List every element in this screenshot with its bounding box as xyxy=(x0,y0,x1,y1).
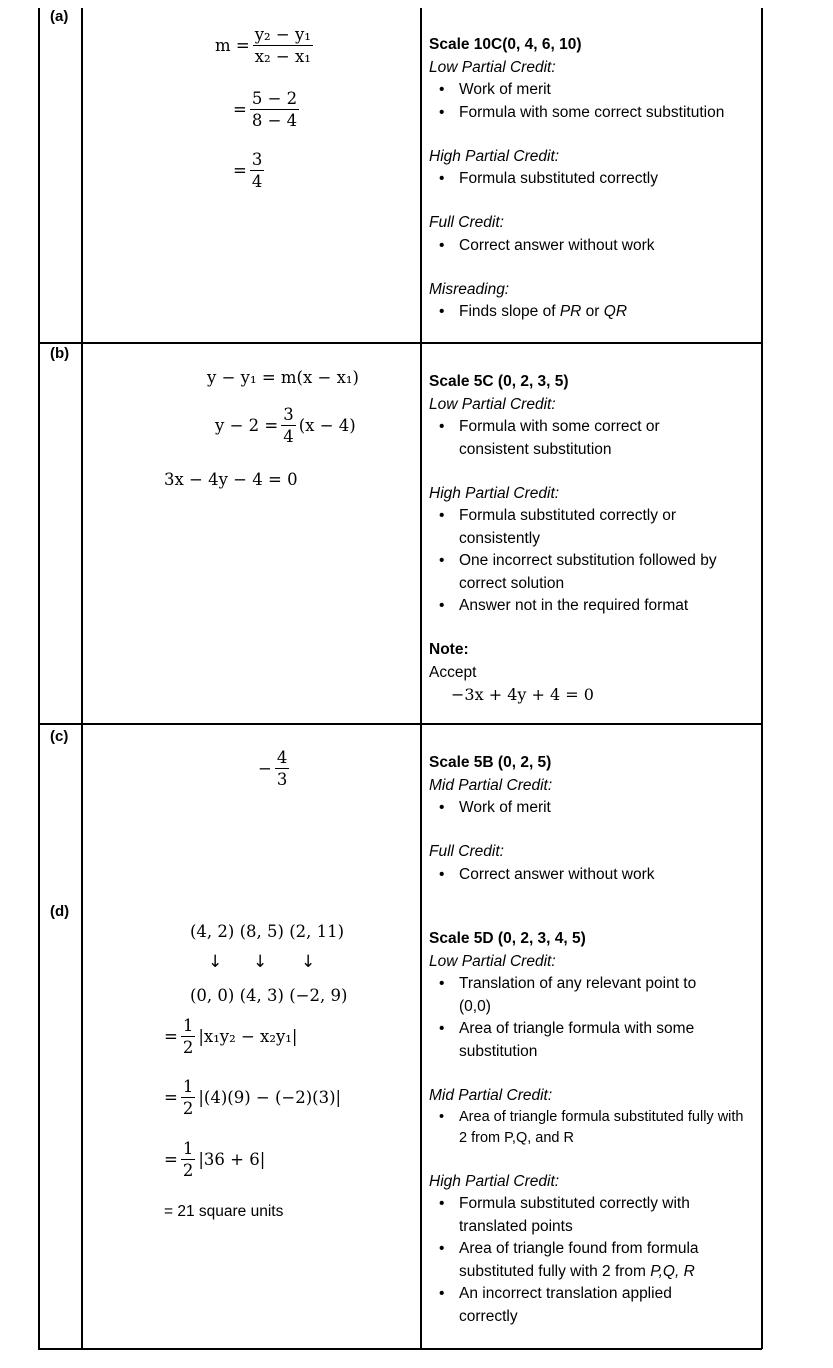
equals-sign: = xyxy=(233,161,247,180)
list-item: • Area of triangle formula substituted fully with 2 from P,Q, and R xyxy=(429,1107,749,1149)
scheme-part-d xyxy=(429,928,759,1328)
table-left-border xyxy=(38,8,40,1349)
misreading-list xyxy=(429,301,759,324)
high-partial-credit-heading: High Partial Credit: xyxy=(429,484,560,502)
scale-heading: Scale 5C (0, 2, 3, 5) xyxy=(429,373,569,390)
high-partial-credit-list xyxy=(429,505,759,618)
area-formula: = $\frac{1}{2}$ |x₁y₂ − x₂y₁| xyxy=(164,1016,298,1057)
high-partial-credit-heading: High Partial Credit: xyxy=(429,147,560,165)
area-simplification: = $\frac{1}{2}$ |36 + 6| xyxy=(164,1139,266,1180)
half-fraction: $\frac{1}{2}$ xyxy=(182,1139,194,1180)
half-fraction: $\frac{1}{2}$ xyxy=(182,1016,194,1057)
part-c-label: (c) xyxy=(50,728,69,745)
list-item: • Area of triangle formula with some substitution xyxy=(429,1018,729,1063)
row-divider-bc xyxy=(38,723,762,725)
list-item: • Area of triangle found from formula substituted fully with 2 from P,Q, R xyxy=(429,1238,739,1283)
translated-vertices: (0, 0) (4, 3) (−2, 9) xyxy=(190,986,348,1005)
note-equation: −3x + 4y + 4 = 0 xyxy=(451,685,594,704)
list-item: • Formula substituted correctly or consistently xyxy=(429,505,709,550)
table-column-divider xyxy=(420,8,422,1349)
area-substitution: = $\frac{1}{2}$ |(4)(9) − (−2)(3)| xyxy=(164,1077,342,1118)
slope-numerator: y₂ − y₁ xyxy=(254,25,311,44)
down-arrow-icon: ↓ xyxy=(253,952,268,972)
slope-denominator: x₂ − x₁ xyxy=(254,47,311,66)
low-partial-credit-heading: Low Partial Credit: xyxy=(429,952,556,970)
high-partial-credit-list xyxy=(429,1193,759,1328)
list-item: • Work of merit xyxy=(429,797,759,820)
list-item: • Formula with some correct substitution xyxy=(429,102,759,125)
mid-partial-credit-list xyxy=(429,797,759,820)
substitution-fraction xyxy=(250,89,299,130)
full-credit-list xyxy=(429,864,759,887)
high-partial-credit-list xyxy=(429,168,759,191)
low-partial-credit-list xyxy=(429,416,759,461)
down-arrow-icon: ↓ xyxy=(208,952,223,972)
slope-formula xyxy=(215,25,316,66)
low-partial-credit-heading: Low Partial Credit: xyxy=(429,395,556,413)
part-a-label: (a) xyxy=(50,8,69,25)
point-slope-formula: y − y₁ = m(x − x₁) xyxy=(207,368,359,387)
triangle-vertices: (4, 2) (8, 5) (2, 11) xyxy=(190,922,345,941)
note-text: Accept xyxy=(429,663,477,681)
high-partial-credit-heading: High Partial Credit: xyxy=(429,1172,560,1190)
substitution-numerator: 5 − 2 xyxy=(251,89,298,108)
substitution-denominator: 8 − 4 xyxy=(251,111,298,130)
row-divider-ab xyxy=(38,342,762,344)
table-label-divider xyxy=(81,8,83,1349)
slope-answer xyxy=(233,150,267,191)
slope-lhs: m = xyxy=(215,36,250,55)
half-fraction: $\frac{1}{2}$ xyxy=(182,1077,194,1118)
table-right-border xyxy=(761,8,763,1349)
list-item: • One incorrect substitution followed by correct solution xyxy=(429,550,749,595)
answer-numerator: 3 xyxy=(251,150,263,169)
low-partial-credit-list xyxy=(429,973,759,1063)
list-item: • Answer not in the required format xyxy=(429,595,759,618)
full-credit-list xyxy=(429,235,759,258)
mid-partial-credit-heading: Mid Partial Credit: xyxy=(429,776,553,794)
list-item: • Work of merit xyxy=(429,79,759,102)
scale-heading: Scale 10C(0, 4, 6, 10) xyxy=(429,36,582,53)
answer-fraction xyxy=(250,150,265,191)
full-credit-heading: Full Credit: xyxy=(429,214,504,231)
list-item: • An incorrect translation applied correctly xyxy=(429,1283,704,1328)
down-arrow-icon: ↓ xyxy=(301,952,316,972)
mid-partial-credit-list xyxy=(429,1107,759,1149)
scheme-part-a xyxy=(429,34,759,324)
slope-substitution xyxy=(233,89,302,130)
low-partial-credit-list xyxy=(429,79,759,124)
low-partial-credit-heading: Low Partial Credit: xyxy=(429,58,556,76)
equals-sign: = xyxy=(233,100,247,119)
part-d-label: (d) xyxy=(50,903,70,920)
misreading-heading: Misreading: xyxy=(429,280,510,298)
list-item: • Finds slope of PR or QR xyxy=(429,301,759,324)
scale-heading: Scale 5D (0, 2, 3, 4, 5) xyxy=(429,930,586,947)
list-item: • Translation of any relevant point to (0,0) xyxy=(429,973,704,1018)
list-item: • Formula with some correct or consistent substitution xyxy=(429,416,669,461)
line-equation-answer: 3x − 4y − 4 = 0 xyxy=(164,470,298,489)
table-bottom-border xyxy=(38,1348,762,1350)
mid-partial-credit-heading: Mid Partial Credit: xyxy=(429,1086,553,1104)
point-slope-substitution: y − 2 = $\frac{3}{4}$ (x − 4) xyxy=(215,405,356,446)
perpendicular-slope-answer: − $\frac{4}{3}$ xyxy=(258,748,288,789)
slope-fraction xyxy=(253,25,313,66)
slope-fraction: $\frac{3}{4}$ xyxy=(283,405,294,446)
scheme-part-b xyxy=(429,371,759,707)
answer-fraction: $\frac{4}{3}$ xyxy=(276,748,288,789)
scheme-part-c xyxy=(429,752,759,886)
area-result: = 21 square units xyxy=(164,1203,284,1220)
answer-denominator: 4 xyxy=(251,172,263,191)
part-b-label: (b) xyxy=(50,345,70,362)
list-item: • Formula substituted correctly with translated points xyxy=(429,1193,719,1238)
list-item: • Correct answer without work xyxy=(429,864,759,887)
full-credit-heading: Full Credit: xyxy=(429,843,504,860)
note-heading: Note: xyxy=(429,641,469,658)
list-item: • Formula substituted correctly xyxy=(429,168,759,191)
scale-heading: Scale 5B (0, 2, 5) xyxy=(429,754,552,771)
list-item: • Correct answer without work xyxy=(429,235,759,258)
